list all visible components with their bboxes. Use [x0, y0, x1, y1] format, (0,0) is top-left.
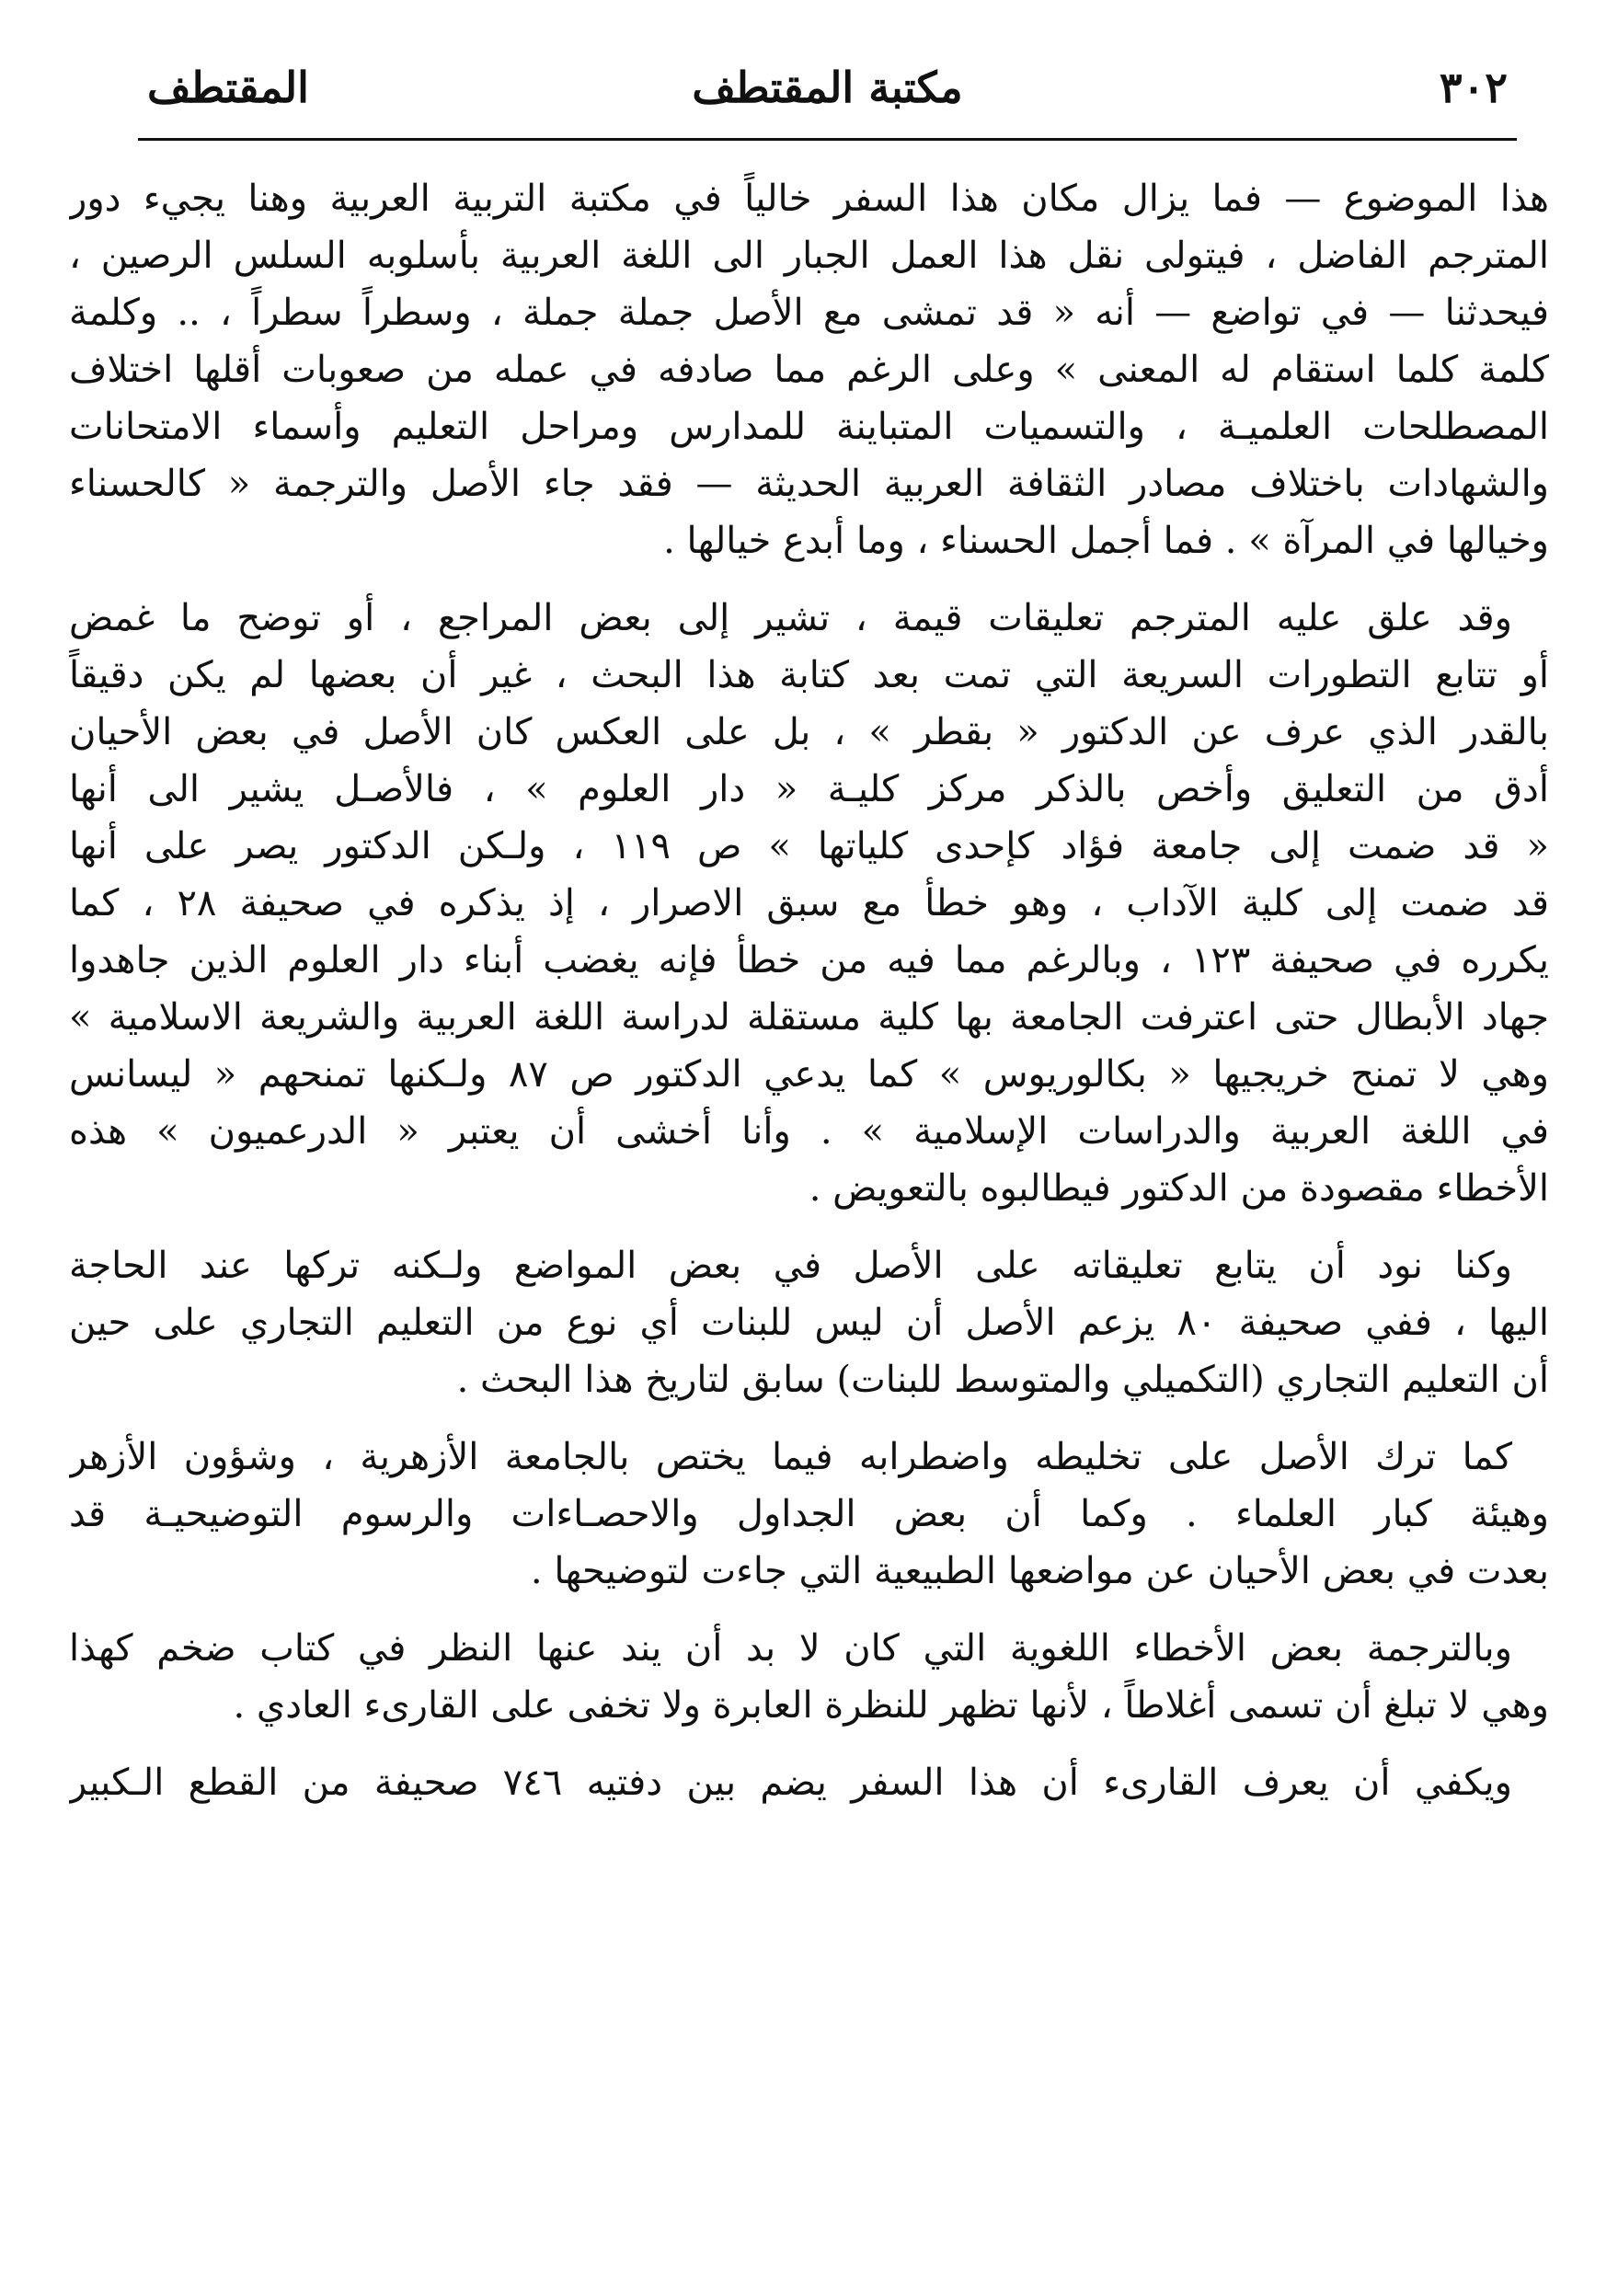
text-line: الأخطاء مقصودة من الدكتور فيطالبوه بالتعويض .	[809, 1167, 1549, 1210]
journal-name: المقتطف	[147, 63, 309, 112]
text-line: أو تتابع التطورات السريعة التي تمت بعد كتابة هذا البحث ، غير أن بعضها لم يكن دقيقاً	[69, 654, 1549, 696]
text-line: كما ترك الأصل على تخليطه واضطرابه فيما يختص بالجامعة الأزهرية ، وشؤون الأزهر	[69, 1436, 1512, 1478]
text-line: أن التعليم التجاري (التكميلي والمتوسط للبنات) سابق لتاريخ هذا البحث .	[456, 1359, 1549, 1401]
text-line: أدق من التعليق وأخص بالذكر مركز كليـة « دار العلوم » ، فالأصـل يشير الى أنها	[69, 768, 1549, 810]
section-title: مكتبة المقتطف	[692, 63, 963, 112]
text-line: هذا الموضوع — فما يزال مكان هذا السفر خالياً في مكتبة التربية العربية وهنا يجيء دور	[69, 178, 1549, 220]
text-line: كلمة كلما استقام له المعنى » وعلى الرغم مما صادفه في عمله من صعوبات أقلها اختلاف	[69, 349, 1549, 391]
paragraph	[69, 590, 1549, 1217]
text-line: المصطلحات العلميـة ، والتسميات المتباينة للمدارس ومراحل التعليم وأسماء الامتحانات	[69, 406, 1549, 448]
paragraph	[69, 1237, 1549, 1408]
text-line: وخيالها في المرآة » . فما أجمل الحسناء ، وما أبدع خيالها .	[663, 520, 1549, 562]
paragraph	[69, 170, 1549, 569]
paragraph	[69, 1620, 1549, 1734]
header-divider	[138, 138, 1517, 141]
text-line: والشهادات باختلاف مصادر الثقافة العربية الحديثة — فقد جاء الأصل والترجمة « كالحسناء	[69, 463, 1549, 505]
text-line: ويكفي أن يعرف القارىء أن هذا السفر يضم بين دفتيه ٧٤٦ صحيفة من القطع الـكبير	[69, 1762, 1513, 1804]
text-line: جهاد الأبطال حتى اعترفت الجامعة بها كلية مستقلة لدراسة اللغة العربية والشريعة الاسلامية »	[69, 996, 1549, 1039]
text-line: وقد علق عليه المترجم تعليقات قيمة ، تشير إلى بعض المراجع ، أو توضح ما غمض	[69, 597, 1512, 639]
text-line: وهيئة كبار العلماء . وكما أن بعض الجداول والاحصـاءات والرسوم التوضيحيـة قد	[69, 1493, 1549, 1535]
text-line: بعدت في بعض الأحيان عن مواضعها الطبيعية التي جاءت لتوضيحها .	[530, 1550, 1549, 1592]
text-line: يكرره في صحيفة ١٢٣ ، وبالرغم مما فيه من خطأ فإنه يغضب أبناء دار العلوم الذين جاهدوا	[69, 939, 1549, 982]
text-line: وبالترجمة بعض الأخطاء اللغوية التي كان لا بد أن يند عنها النظر في كتاب ضخم كهذا	[69, 1627, 1512, 1670]
text-line: في اللغة العربية والدراسات الإسلامية » . وأنا أخشى أن يعتبر « الدرعميون » هذه	[69, 1110, 1549, 1153]
text-line: وهي لا تمنح خريجيها « بكالوريوس » كما يدعي الدكتور ص ٨٧ ولـكنها تمنحهم « ليسانس	[69, 1053, 1549, 1096]
text-line: قد ضمت إلى كلية الآداب ، وهو خطأ مع سبق الاصرار ، إذ يذكره في صحيفة ٢٨ ، كما	[69, 882, 1549, 924]
text-line: المترجم الفاضل ، فيتولى نقل هذا العمل الجبار الى اللغة العربية بأسلوبه السلس الرصين ،	[69, 235, 1549, 277]
text-line: « قد ضمت إلى جامعة فؤاد كإحدى كلياتها » ص ١١٩ ، ولـكن الدكتور يصر على أنها	[69, 825, 1549, 867]
paragraph	[69, 1429, 1549, 1600]
text-line: وكنا نود أن يتابع تعليقاته على الأصل في بعض المواضع ولـكنه تركها عند الحاجة	[69, 1245, 1512, 1287]
running-header	[147, 55, 1508, 120]
text-line: اليها ، ففي صحيفة ٨٠ يزعم الأصل أن ليس للبنات أي نوع من التعليم التجاري على حين	[69, 1302, 1549, 1344]
paragraph	[69, 1754, 1549, 1811]
article-body	[69, 170, 1549, 1831]
text-line: بالقدر الذي عرف عن الدكتور « بقطر » ، بل على العكس كان الأصل في بعض الأحيان	[69, 711, 1549, 753]
text-line: فيحدثنا — في تواضع — أنه « قد تمشى مع الأصل جملة جملة ، وسطراً سطراً ، .. وكلمة	[69, 292, 1549, 334]
text-line: وهي لا تبلغ أن تسمى أغلاطاً ، لأنها تظهر للنظرة العابرة ولا تخفى على القارىء العادي .	[233, 1684, 1549, 1727]
page-number: ٣٠٢	[1439, 63, 1508, 112]
